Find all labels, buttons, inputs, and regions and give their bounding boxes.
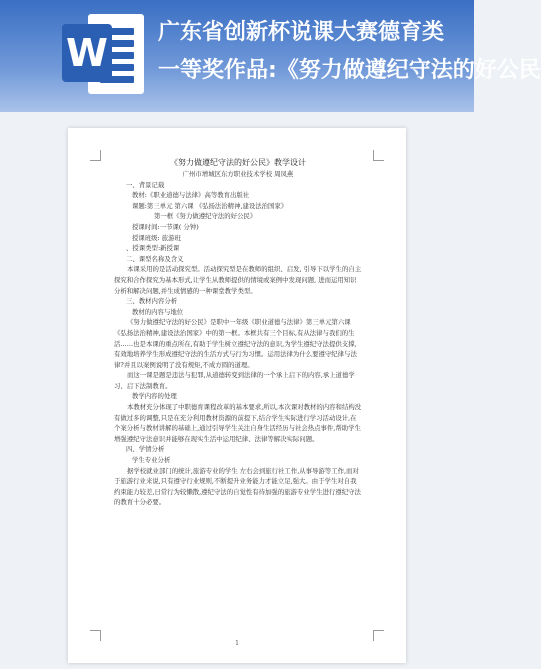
- document-body: [114, 156, 362, 508]
- paragraph: 本课采用的是活动探究型。活动探究型是在教师的组织、启发, 引导下以学生的自主探究和合作探究为基本形式,让学生从教师提供的情境或案例中发现问题, 进而运用知识分析和解决问题,并生成情感的一种课堂教学类型。: [114, 265, 362, 295]
- section-heading: 二、课型名称及含义: [126, 254, 184, 263]
- document-title: 《努力做遵纪守法的好公民》教学设计: [170, 158, 306, 167]
- section-heading: 一、背景记载: [126, 180, 165, 189]
- document-author: 广州市增城区东方职业技术学校 周凤燕: [182, 170, 294, 178]
- banner-title-line2: 一等奖作品:《努力做遵纪守法的好公民: [158, 58, 541, 83]
- text-line: 教材:《职业道德与法律》高等教育出版社: [132, 191, 250, 200]
- subheading: 教材的内容与地位: [132, 307, 184, 316]
- text-line: 课题:第三单元 第六课 《弘扬法治精神,建设法治国家》: [132, 201, 288, 210]
- paragraph: 本教材充分体现了中职德育课程改革的基本要求,所以,本次课对教材的内容和结构没有做过多的调整,只是在充分利用教材资源的前提下,结合学生实际进行学习活动设计,在个案分析与教材讲解的基础上,通过引导学生关注自身生活经历与社会热点事件,帮助学生增强遵纪守法意识并能够在现实生活中运用纪律、法律等解决实际问题。: [114, 403, 362, 443]
- banner-title: [158, 14, 541, 90]
- crop-mark: [373, 150, 384, 161]
- word-icon-letter: W: [62, 24, 112, 82]
- text-line: 第一框《努力做遵纪守法的好公民》: [154, 212, 257, 221]
- banner-title-line1: 广东省创新杯说课大赛德育类: [158, 20, 445, 45]
- crop-mark: [90, 150, 101, 161]
- subheading: 教学内容的处理: [132, 392, 177, 401]
- paragraph: 据学校就业部门的统计,旅游专业的学生 左右会到旅行社工作,从事导游等工作,而对于旅游行业来说,只有遵守行业规则,不断提升业务能力才能立足,强大。由于学生对自我约束能力较差,日常行为较懒散,遵纪守法的自觉性有待加强的旅游专业学生进行遵纪守法的教育十分必要。: [114, 466, 361, 507]
- paragraph: 《努力做遵纪守法的好公民》是职中一年级《职业道德与法律》第三单元第六课《弘扬法治精神,建设法治国家》中的第一框。本框共有三个目标,有从法律与我们的生活……也是本课的重点所在,有助于学生树立遵纪守法的意识,为学生遵纪守法提供支撑,有效地培养学生形成遵纪守法的生活方式与行为习惯。运用法律为什么要遵守纪律与法律?并且以案例说明了没有规矩,不成方圆的道理。: [114, 318, 357, 369]
- text-line: 、授课类型:新授课: [126, 244, 180, 253]
- text-line: 授课班级: 旅游班: [132, 233, 181, 242]
- paragraph: 而这一课是题是违法与犯罪,从道德转变到法律的一个承上启下的内容,承上道德学习、启下法制教育。: [114, 371, 355, 390]
- section-heading: 四、学情分析: [126, 445, 165, 454]
- subheading: 学生专业分析: [132, 456, 171, 465]
- document-banner: [0, 0, 541, 112]
- page-number: 1: [235, 640, 239, 647]
- section-heading: 三、教材内容分析: [126, 297, 178, 306]
- word-icon: [62, 14, 144, 94]
- document-page: [68, 128, 406, 663]
- text-line: 授课时间:一节课( 分钟): [132, 222, 199, 231]
